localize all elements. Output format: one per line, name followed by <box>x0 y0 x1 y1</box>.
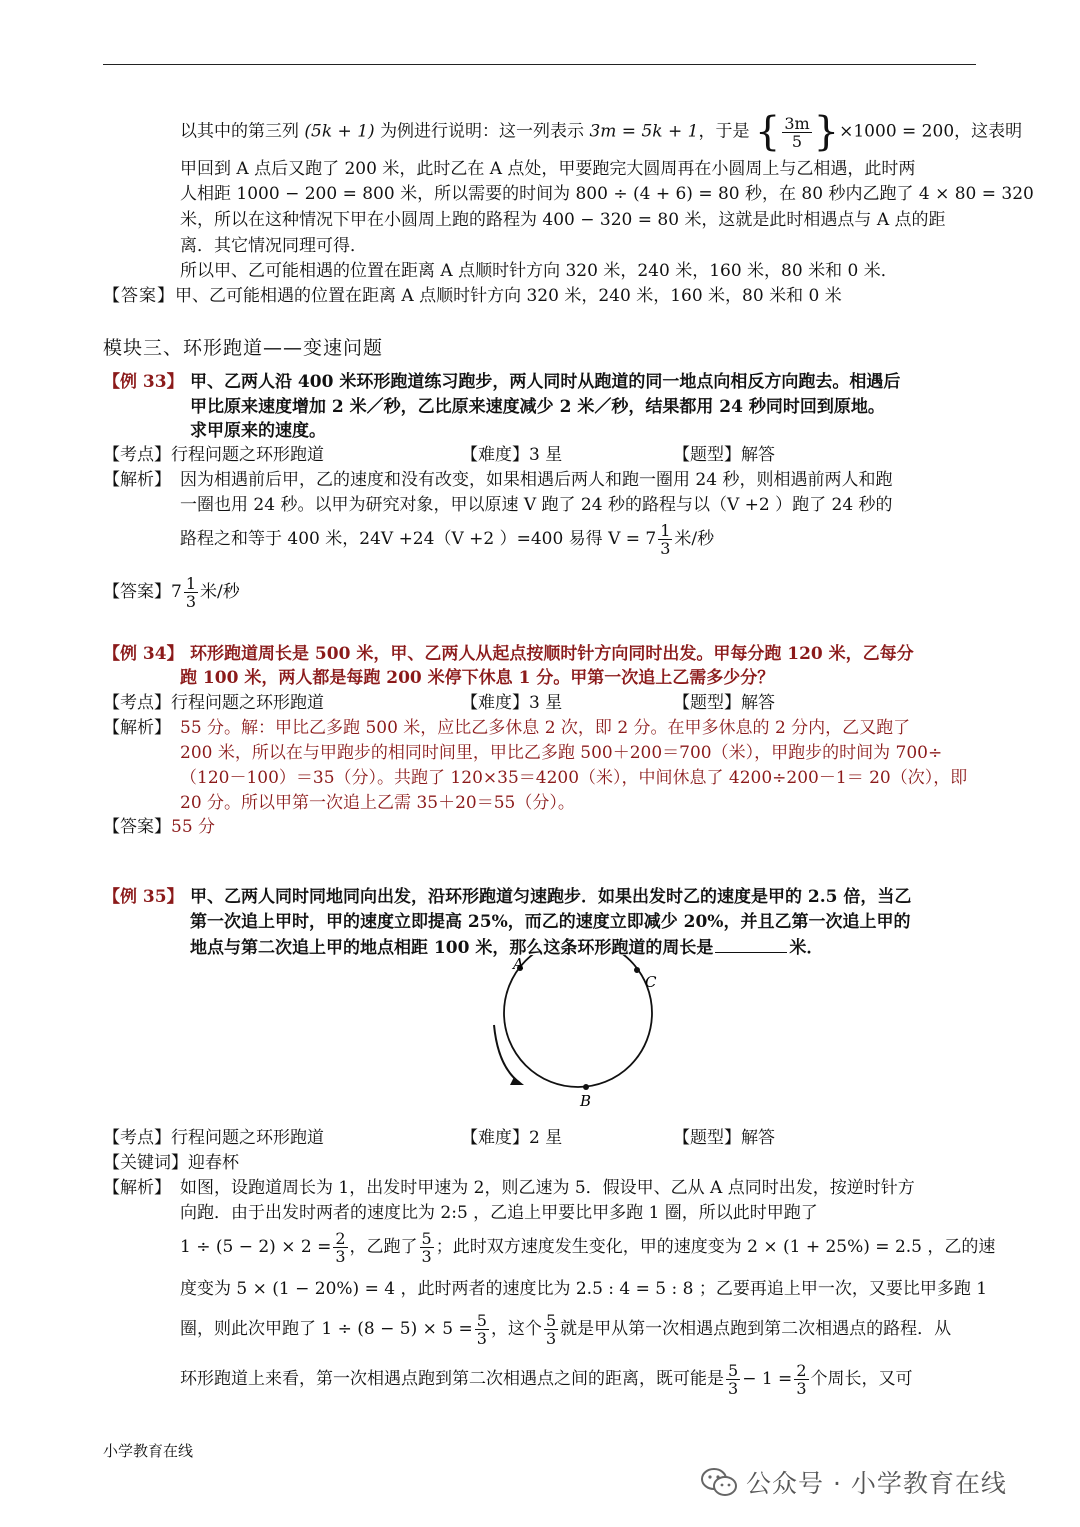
cont-line-6: 所以甲、乙可能相遇的位置在距离 A 点顺时针方向 320 米，240 米，160 米，80 米和 0 米． <box>180 261 898 281</box>
ex35-analysis-1: 如图，设跑道周长为 1，出发时甲速为 2，则乙速为 5．假设甲、乙从 A 点同时出发，按逆时针方 <box>180 1178 915 1198</box>
cont-line-1: 以其中的第三列 (5k + 1) 为例进行说明：这一列表示 3m = 5k + 1，于是 { $\frac{3m}{5}$ }×1000 = 200，这表明 <box>180 109 1023 155</box>
ex35-question-2: 第一次追上甲时，甲的速度立即提高 25%，而乙的速度立即减少 20%，并且乙第一次追上甲的 <box>190 912 911 932</box>
brace-left: { <box>754 109 781 155</box>
ex33-analysis-2: 一圈也用 24 秒。以甲为研究对象，甲以原速 V 跑了 24 秒的路程与以（V +2 ）跑了 24 秒的 <box>180 495 893 515</box>
fraction: $\frac{3m}{5}$ <box>784 113 810 151</box>
fraction: $\frac{1}{3}$ <box>660 521 671 558</box>
ex34-question-1: 环形跑道周长是 500 米，甲、乙两人从起点按顺时针方向同时出发。甲每分跑 120 米，乙每分 <box>190 644 914 664</box>
fraction: $\frac{5}{3}$ <box>476 1311 487 1348</box>
header-rule <box>103 64 976 65</box>
ex34-answer: 【答案】55 分 <box>103 817 216 837</box>
ex35-nandu: 【难度】2 星 <box>461 1128 563 1148</box>
ex35-jiexi-tag: 【解析】 <box>103 1178 171 1198</box>
ex34-kaodian: 【考点】行程问题之环形跑道 <box>103 693 324 713</box>
label-c: C <box>645 973 657 991</box>
watermark-text: 公众号 · 小学教育在线 <box>746 1469 1007 1498</box>
brace-right: } <box>813 109 840 155</box>
fraction: $\frac{5}{3}$ <box>545 1311 557 1348</box>
ex33-nandu: 【难度】3 星 <box>461 445 563 465</box>
ex35-question-1: 甲、乙两人同时同地同向出发，沿环形跑道匀速跑步．如果出发时乙的速度是甲的 2.5 倍，当乙 <box>190 887 912 907</box>
ex34-analysis-2: 200 米，所以在与甲跑步的相同时间里，甲比乙多跑 500＋200＝700（米），甲跑步的时间为 700÷ <box>180 743 943 763</box>
ex34-tixing: 【题型】解答 <box>673 693 775 713</box>
wechat-icon <box>700 1466 738 1498</box>
circular-track-diagram <box>480 955 680 1115</box>
fraction: $\frac{2}{3}$ <box>796 1361 807 1398</box>
ex34-analysis-3: （120－100）＝35（分）。共跑了 120×35＝4200（米），中间休息了 4200÷200－1＝ 20（次），即 <box>180 768 968 788</box>
point-b <box>583 1084 589 1090</box>
watermark <box>700 1464 1007 1500</box>
ex34-analysis-4: 20 分。所以甲第一次追上乙需 35＋20＝55（分）。 <box>180 793 575 813</box>
ex35-tixing: 【题型】解答 <box>673 1128 775 1148</box>
ex33-kaodian: 【考点】行程问题之环形跑道 <box>103 445 324 465</box>
ex33-question-1: 甲、乙两人沿 400 米环形跑道练习跑步，两人同时从跑道的同一地点向相反方向跑去。相遇后 <box>190 372 901 392</box>
ex35-kaodian: 【考点】行程问题之环形跑道 <box>103 1128 324 1148</box>
ex34-nandu: 【难度】3 星 <box>461 693 563 713</box>
ex35-keyword: 【关键词】迎春杯 <box>103 1153 239 1173</box>
fraction: $\frac{2}{3}$ <box>335 1229 346 1266</box>
cont-answer: 【答案】甲、乙可能相遇的位置在距离 A 点顺时针方向 320 米，240 米，160 米，80 米和 0 米 <box>103 286 842 306</box>
cont-line-3: 人相距 1000 − 200 = 800 米，所以需要的时间为 800 ÷ (4 + 6) = 80 秒，在 80 秒内乙跑了 4 × 80 = 320 <box>180 184 1034 204</box>
label-a: A <box>513 955 524 973</box>
ex35-analysis-3: 1 ÷ (5 − 2) × 2 = $\frac{2}{3}$ ，乙跑了 $\frac{5}{3}$ ；此时双方速度发生变化，甲的速度变为 2 × (1 + 25%) = 2.5 ，乙的速 <box>180 1229 996 1266</box>
ex35-analysis-6: 环形跑道上来看，第一次相遇点跑到第二次相遇点之间的距离，既可能是 $\frac{5}{3}$ − 1 = $\frac{2}{3}$ 个周长，又可 <box>180 1361 913 1398</box>
ex33-question-2: 甲比原来速度增加 2 米／秒，乙比原来速度减少 2 米／秒，结果都用 24 秒同时回到原地。 <box>190 397 885 417</box>
cont-line-5: 离．其它情况同理可得． <box>180 236 367 256</box>
ex34-jiexi-tag: 【解析】 <box>103 718 171 738</box>
ex35-tag: 【例 35】 <box>103 887 184 907</box>
ex33-analysis-1: 因为相遇前后甲，乙的速度和没有改变，如果相遇后两人和跑一圈用 24 秒，则相遇前两人和跑 <box>180 470 893 490</box>
ex33-analysis-3: 路程之和等于 400 米，24V +24（V +2 ）=400 易得 V = 7 $\frac{1}{3}$ 米/秒 <box>180 521 715 558</box>
cont-line-4: 米，所以在这种情况下甲在小圆周上跑的路程为 400 − 320 = 80 米，这就是此时相遇点与 A 点的距 <box>180 210 946 230</box>
ex34-tag: 【例 34】 <box>103 644 184 664</box>
ex33-question-3: 求甲原来的速度。 <box>190 421 326 441</box>
fraction: $\frac{1}{3}$ <box>185 574 197 611</box>
ex35-question-3: 地点与第二次追上甲的地点相距 100 米，那么这条环形跑道的周长是 米． <box>190 938 824 958</box>
ex34-analysis-1: 55 分。解：甲比乙多跑 500 米，应比乙多休息 2 次，即 2 分。在甲多休息的 2 分内，乙又跑了 <box>180 718 911 738</box>
ex33-tag: 【例 33】 <box>103 372 184 392</box>
ex33-tixing: 【题型】解答 <box>673 445 775 465</box>
fraction: $\frac{5}{3}$ <box>728 1361 739 1398</box>
ex33-jiexi-tag: 【解析】 <box>103 470 171 490</box>
ex34-question-2: 跑 100 米，两人都是每跑 200 米停下休息 1 分。甲第一次追上乙需多少分？ <box>180 668 775 688</box>
label-b: B <box>580 1092 592 1110</box>
ex35-analysis-2: 向跑．由于出发时两者的速度比为 2:5 ，乙追上甲要比甲多跑 1 圈，所以此时甲跑了 <box>180 1203 818 1223</box>
fraction: $\frac{5}{3}$ <box>421 1229 432 1266</box>
cont-line-2: 甲回到 A 点后又跑了 200 米，此时乙在 A 点处，甲要跑完大圆周再在小圆周上与乙相遇，此时两 <box>180 159 916 179</box>
point-c <box>634 967 640 973</box>
section-title: 模块三、环形跑道——变速问题 <box>103 337 384 359</box>
ex35-analysis-5: 圈，则此次甲跑了 1 ÷ (8 − 5) × 5 = $\frac{5}{3}$ ，这个 $\frac{5}{3}$ 就是甲从第一次相遇点跑到第二次相遇点的路程．从 <box>180 1311 952 1348</box>
answer-blank <box>715 938 787 953</box>
arrow-head-icon <box>510 1077 524 1085</box>
footer-source: 小学教育在线 <box>103 1442 194 1460</box>
track-circle <box>504 955 652 1087</box>
ex33-answer: 【答案】7 $\frac{1}{3}$ 米/秒 <box>103 574 240 611</box>
ex35-analysis-4: 度变为 5 × (1 − 20%) = 4 ，此时两者的速度比为 2.5 : 4 = 5 : 8 ；乙要再追上甲一次，又要比甲多跑 1 <box>180 1279 988 1299</box>
